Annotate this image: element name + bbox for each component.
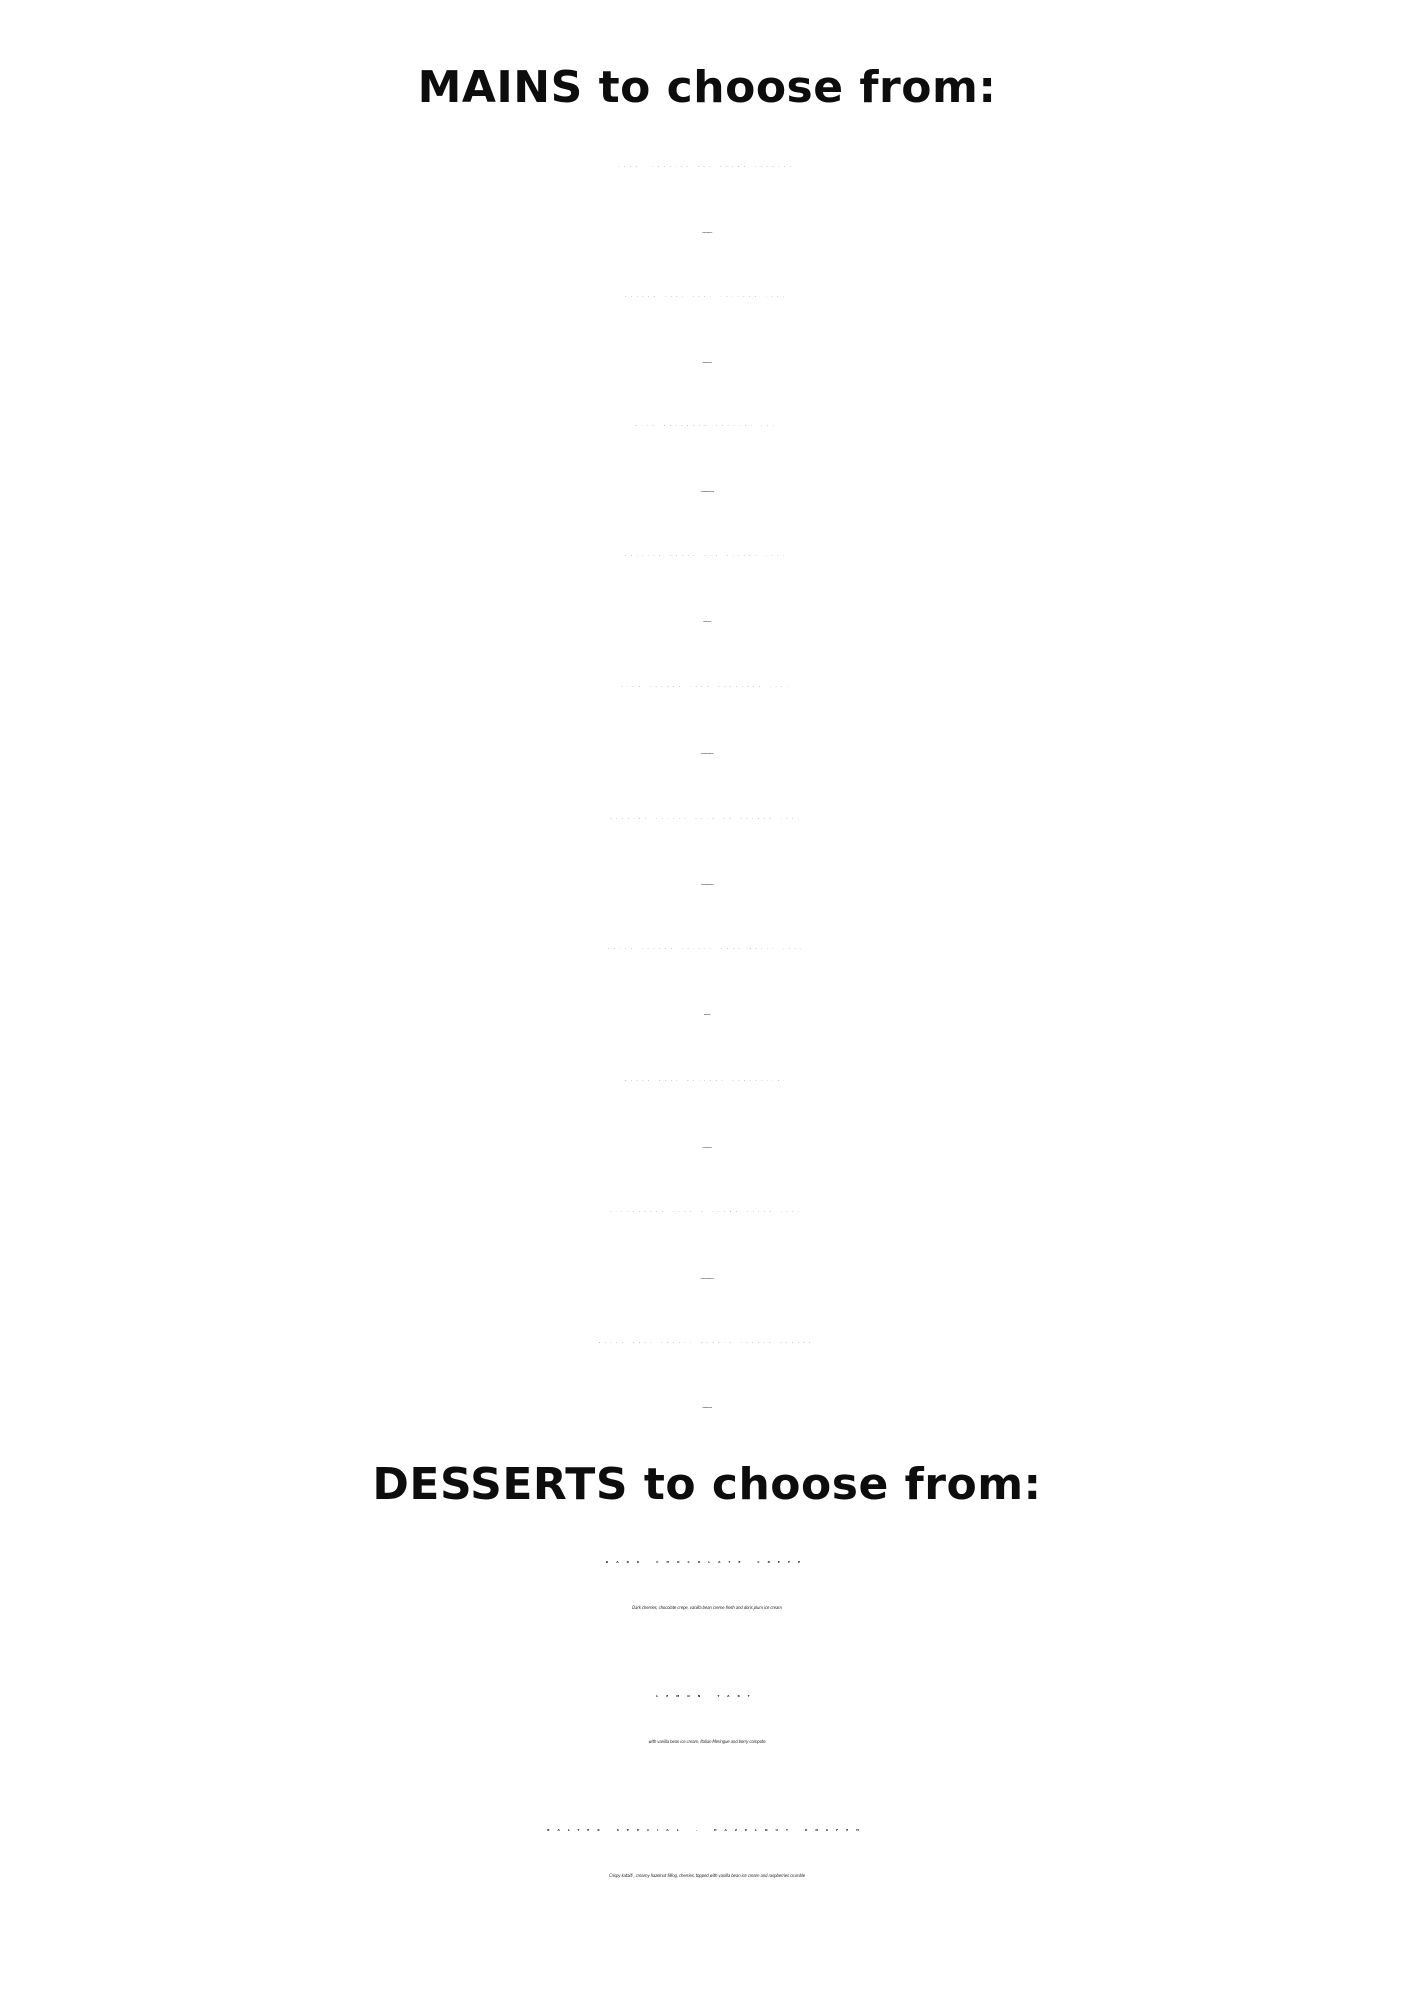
- dessert-dish-description: Dark cherries, chocolate crepe, vanilla bean creme fresh and doris plum ice cream: [632, 1605, 782, 1610]
- main-dish-description: Rice Noodles, bean sprouts, coriander, cucumber, Nim Jim dressing finished with salted peanuts and sesame seeds: [700, 1279, 714, 1280]
- main-dish-name: WAGYU BEEF CHAPLI DOUBLE CHEESE BURGER: [598, 1343, 816, 1344]
- dessert-dish-description: Crispy kataifi , creamy hazelnut filling, cherries, topped with vanilla bean ice cream and raspberries crumble: [609, 1873, 805, 1878]
- main-dish-name: ORAKING CRISPY SKIN ON SALMON (GF): [610, 819, 804, 820]
- dessert-dish-description: with vanilla bean ice cream, Italian Meringue and berry compote: [648, 1739, 766, 1744]
- dessert-dish-name: BALTER SPECIAL - HAZELNUT KNAFEH: [547, 1828, 867, 1832]
- main-dish-name: WILD MUSHROOM GNOCCHI (V): [635, 426, 779, 427]
- main-dish-name: GRILLED ANGUS EYE FILLET (GF): [625, 556, 789, 557]
- main-dish-description: Potato gratin, carrot puree, seasonal vegetables, maple jus: [703, 1015, 711, 1016]
- main-dish-name: TWICE COOKED CRISPY PORK BELLY (GF): [608, 949, 806, 950]
- main-dish-description: Wild mushrooms sauteed in garlic Italian herb sauce finished with toasted walnuts, grated parmesan and extra virgin olive oil: [700, 492, 714, 493]
- mains-title: MAINS to choose from:: [417, 62, 997, 113]
- dessert-dish-name: LEMON TART: [656, 1694, 758, 1698]
- main-dish-description: Spiced mango chutney, duck fat potatoes, burnt onion creme finished with pistachio dukkah and puffed quinoa: [700, 754, 714, 755]
- desserts-title: DESSERTS to choose from:: [372, 1459, 1042, 1510]
- main-dish-description: Seasonal greens, potato gratin, kumara puree finished with maple jus: [703, 622, 711, 623]
- main-dish-description: Creamy cherry tomatoes ragu finished with pecorino and walnut crumble: [702, 1148, 712, 1149]
- main-dish-name: WAGYU BEEF BRISKET TORTELLINI: [624, 1081, 790, 1082]
- main-dish-description: Trumpet pasta, garlic cream, cherry tomatoes, parsley, finished with parmesan cheese: [702, 233, 712, 234]
- main-dish-description: Lettuce, tomatoes, pickled onions, chipotle, aioli, cheddar cheese and served with Balter Fries: [702, 1408, 712, 1409]
- dessert-dish-name: DARK CHOCOLATE CREPE: [605, 1560, 809, 1564]
- main-dish-name: SLOW COOKED LAMB SHOULDER (GF): [621, 687, 793, 688]
- main-dish-description: Grilled chicken, peri peri relish, duck fat baby potatoes, burnt onion creme finished with citrus salsa: [702, 363, 712, 364]
- main-dish-name: PORK, CHORIZO AND PRAWN TRUMPET: [618, 167, 796, 168]
- main-dish-name: BALTER PERI PERI CHICKEN (GF): [625, 297, 789, 298]
- main-dish-name: VIETNAMESE PORK N PRAWN SALAD (GF): [610, 1212, 804, 1213]
- main-dish-description: Pan fried salmon, saffron lemongrass bisque sauce, potato gratin, seasonal vegetables finished with green herbs oil: [700, 885, 714, 886]
